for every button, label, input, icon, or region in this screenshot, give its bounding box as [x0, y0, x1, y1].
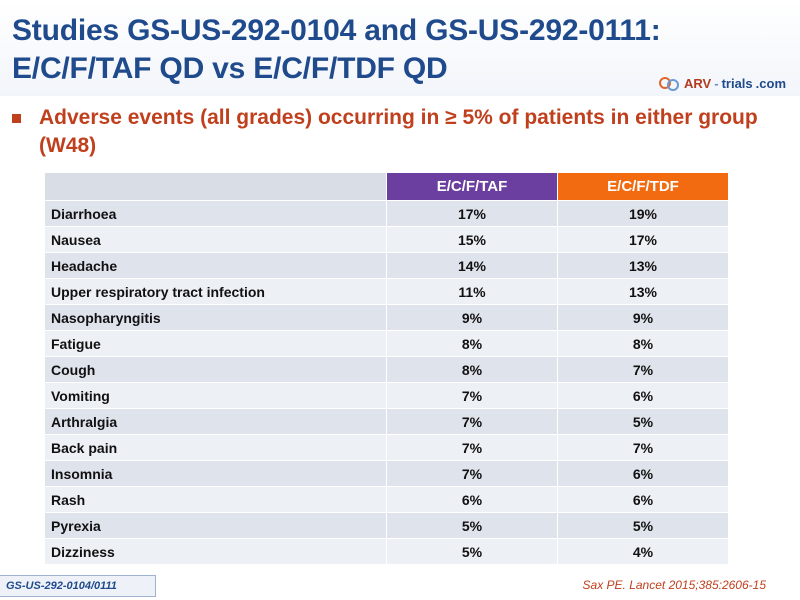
- taf-value-cell: 5%: [387, 539, 558, 565]
- taf-value-cell: 11%: [387, 279, 558, 305]
- tdf-value-cell: 7%: [558, 357, 729, 383]
- taf-value-cell: 9%: [387, 305, 558, 331]
- taf-value-cell: 17%: [387, 201, 558, 227]
- event-name-cell: Rash: [45, 487, 387, 513]
- bullet-text: Adverse events (all grades) occurring in ≥ 5% of patients in either group (W48): [39, 106, 758, 157]
- tdf-value-cell: 13%: [558, 253, 729, 279]
- taf-value-cell: 8%: [387, 331, 558, 357]
- table-header-row: [45, 173, 729, 201]
- event-name-cell: Arthralgia: [45, 409, 387, 435]
- header-tdf: E/C/F/TDF: [558, 173, 729, 201]
- taf-value-cell: 8%: [387, 357, 558, 383]
- bullet-point: [12, 104, 788, 160]
- tdf-value-cell: 8%: [558, 331, 729, 357]
- arv-trials-logo: [659, 76, 786, 91]
- header-blank-cell: [45, 173, 387, 201]
- adverse-events-table: [44, 172, 729, 565]
- logo-text-trials: trials: [721, 76, 753, 91]
- event-name-cell: Nausea: [45, 227, 387, 253]
- logo-text-suffix: .com: [755, 76, 786, 91]
- taf-value-cell: 7%: [387, 435, 558, 461]
- event-name-cell: Dizziness: [45, 539, 387, 565]
- tdf-value-cell: 7%: [558, 435, 729, 461]
- table-row: [45, 253, 729, 279]
- taf-value-cell: 7%: [387, 409, 558, 435]
- table-row: [45, 513, 729, 539]
- table-row: [45, 201, 729, 227]
- event-name-cell: Insomnia: [45, 461, 387, 487]
- logo-text-dash: -: [714, 76, 719, 91]
- logo-rings-icon: [659, 77, 681, 91]
- tdf-value-cell: 13%: [558, 279, 729, 305]
- event-name-cell: Cough: [45, 357, 387, 383]
- event-name-cell: Headache: [45, 253, 387, 279]
- tdf-value-cell: 5%: [558, 513, 729, 539]
- event-name-cell: Vomiting: [45, 383, 387, 409]
- title-area: [0, 0, 800, 96]
- event-name-cell: Diarrhoea: [45, 201, 387, 227]
- logo-text-arv: ARV: [684, 76, 712, 91]
- tdf-value-cell: 6%: [558, 461, 729, 487]
- header-taf: E/C/F/TAF: [387, 173, 558, 201]
- tdf-value-cell: 6%: [558, 487, 729, 513]
- tdf-value-cell: 4%: [558, 539, 729, 565]
- table-row: [45, 331, 729, 357]
- table-row: [45, 227, 729, 253]
- taf-value-cell: 14%: [387, 253, 558, 279]
- taf-value-cell: 7%: [387, 383, 558, 409]
- taf-value-cell: 6%: [387, 487, 558, 513]
- table-row: [45, 409, 729, 435]
- event-name-cell: Nasopharyngitis: [45, 305, 387, 331]
- tdf-value-cell: 6%: [558, 383, 729, 409]
- bullet-square-icon: [12, 114, 21, 123]
- event-name-cell: Back pain: [45, 435, 387, 461]
- table-row: [45, 435, 729, 461]
- tdf-value-cell: 19%: [558, 201, 729, 227]
- taf-value-cell: 7%: [387, 461, 558, 487]
- taf-value-cell: 5%: [387, 513, 558, 539]
- taf-value-cell: 15%: [387, 227, 558, 253]
- table-row: [45, 279, 729, 305]
- event-name-cell: Fatigue: [45, 331, 387, 357]
- tdf-value-cell: 9%: [558, 305, 729, 331]
- tdf-value-cell: 17%: [558, 227, 729, 253]
- table-row: [45, 487, 729, 513]
- slide-title-line-1: Studies GS-US-292-0104 and GS-US-292-0111:: [12, 14, 661, 47]
- table-row: [45, 305, 729, 331]
- table-row: [45, 383, 729, 409]
- table-row: [45, 539, 729, 565]
- event-name-cell: Pyrexia: [45, 513, 387, 539]
- slide-title-line-2: E/C/F/TAF QD vs E/C/F/TDF QD: [12, 52, 448, 85]
- event-name-cell: Upper respiratory tract infection: [45, 279, 387, 305]
- table-row: [45, 461, 729, 487]
- reference-citation: Sax PE. Lancet 2015;385:2606-15: [582, 578, 766, 592]
- tdf-value-cell: 5%: [558, 409, 729, 435]
- table-row: [45, 357, 729, 383]
- study-tag: GS-US-292-0104/0111: [0, 575, 156, 597]
